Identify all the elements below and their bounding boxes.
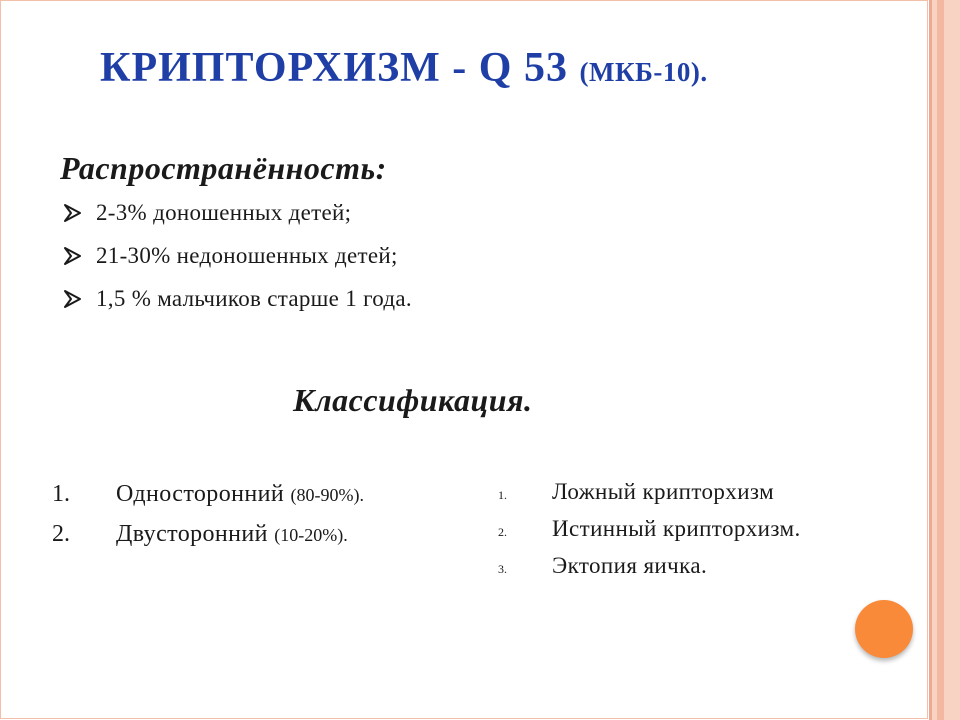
list-item-text: 2-3% доношенных детей; (96, 200, 352, 225)
list-item-percent: (80-90%). (290, 485, 364, 505)
list-item-label: Двусторонний (116, 521, 268, 547)
slide-title (100, 44, 708, 92)
list-item-percent: (10-20%). (274, 525, 348, 545)
list-item-label: Односторонний (116, 481, 285, 507)
list-item-text (116, 521, 348, 548)
list-item-text: 21-30% недоношенных детей; (96, 243, 398, 268)
list-item-number: 1. (498, 488, 507, 502)
list-item (60, 243, 412, 286)
prevalence-heading: Распространённость: (60, 150, 387, 186)
list-item-text: Эктопия яичка. (552, 553, 708, 578)
decor-stripe (944, 0, 960, 720)
list-item-text: Истинный крипторхизм. (552, 516, 801, 541)
list-item-number: 2. (52, 521, 70, 547)
list-item-text (116, 481, 364, 508)
prevalence-list (60, 200, 412, 329)
list-item-number: 3. (498, 562, 507, 576)
title-icd-code: (МКБ-10). (579, 57, 708, 87)
arrow-bullet-icon (62, 245, 84, 267)
decor-stripe (937, 0, 944, 720)
list-item-number: 1. (52, 481, 70, 507)
arrow-bullet-icon (62, 202, 84, 224)
decorative-circle (855, 600, 913, 658)
list-item (60, 200, 412, 243)
title-main: КРИПТОРХИЗМ - Q 53 (100, 45, 568, 91)
list-item-number: 2. (498, 525, 507, 539)
list-item-text: 1,5 % мальчиков старше 1 года. (96, 286, 412, 311)
classification-heading: Классификация. (293, 382, 533, 418)
list-item (60, 286, 412, 329)
arrow-bullet-icon (62, 288, 84, 310)
list-item-text: Ложный крипторхизм (552, 479, 775, 504)
